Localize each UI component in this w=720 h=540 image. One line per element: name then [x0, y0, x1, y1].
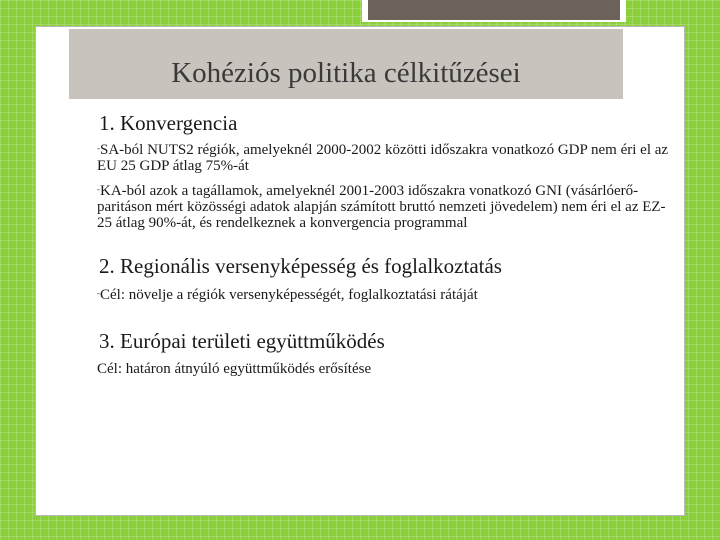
bullet-item — [97, 285, 672, 303]
section-heading-europai: 3. Európai területi együttműködés — [99, 329, 385, 353]
bullet-text: KA-ból azok a tagállamok, amelyeknél 2001-2003 időszakra vonatkozó GNI (vásárlóerő-paritáson mért közösségi adatok alapján számított bruttó nemzeti jövedelem) nem éri el az EZ-25 átlag 90%-át, és rendelkeznek a konvergencia programmal — [97, 183, 666, 231]
bullet-marker: - — [97, 184, 100, 194]
bullet-text: Cél: határon átnyúló együttműködés erősítése — [97, 361, 372, 377]
bullet-item — [97, 181, 672, 231]
tab-decoration-inner — [368, 0, 620, 20]
bullet-marker: - — [97, 143, 100, 153]
slide-title: Kohéziós politika célkitűzései — [171, 57, 521, 89]
bullet-text: Cél: növelje a régiók versenyképességét, foglalkoztatási rátáját — [100, 287, 478, 303]
bullet-text: SA-ból NUTS2 régiók, amelyeknél 2000-2002 közötti időszakra vonatkozó GDP nem éri el az EU 25 GDP átlag 75%-át — [97, 142, 669, 174]
section-heading-konvergencia: 1. Konvergencia — [99, 111, 238, 135]
bullet-item — [97, 359, 672, 377]
section-heading-regionalis: 2. Regionális versenyképesség és foglalkoztatás — [99, 254, 502, 278]
bullet-marker: - — [97, 288, 100, 298]
bullet-item — [97, 140, 672, 174]
